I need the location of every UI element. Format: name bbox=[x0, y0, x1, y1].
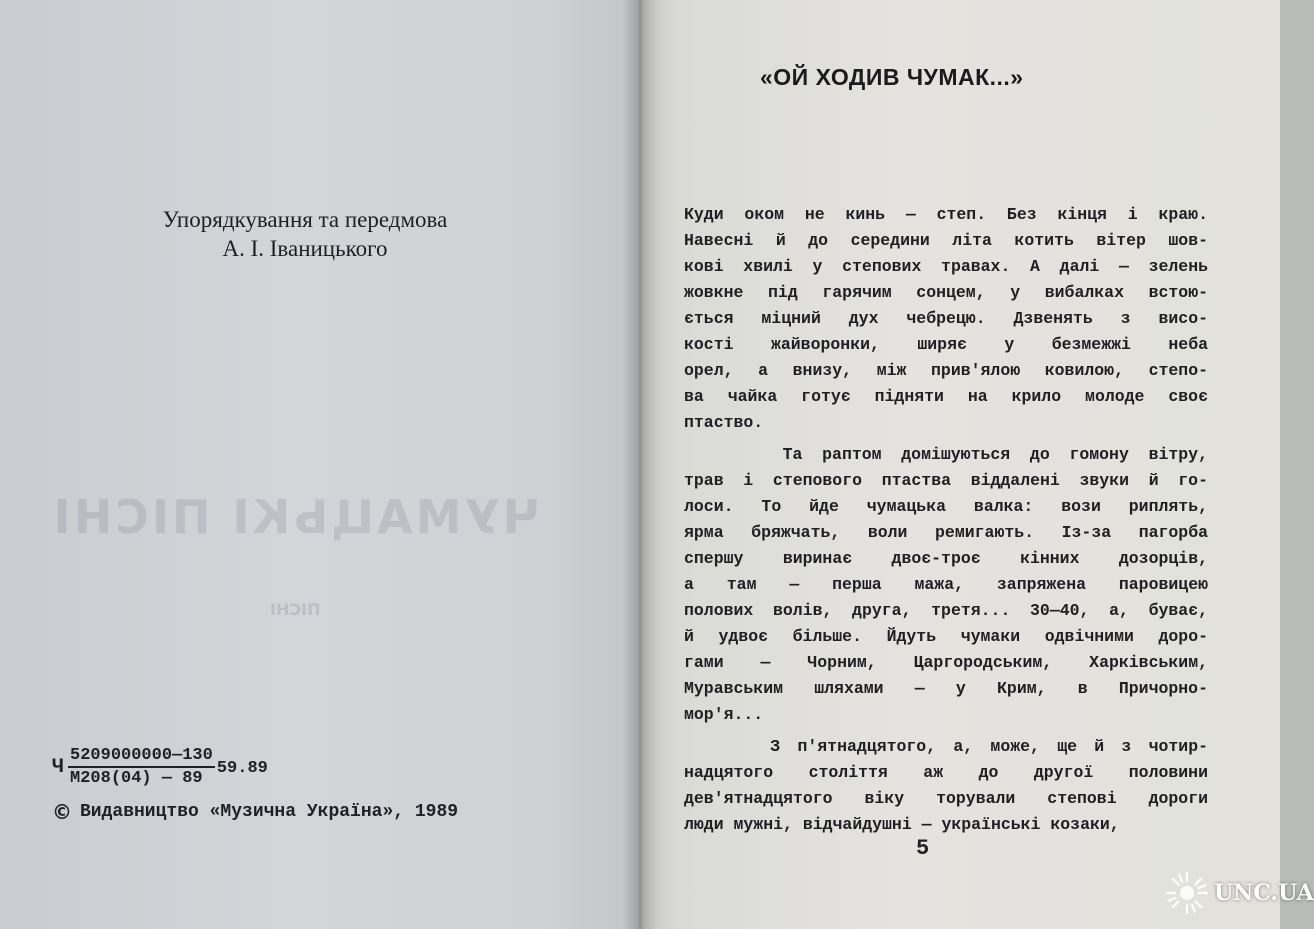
text-line: ярма бряжчать, воли ремигають. Із-за пагорба bbox=[684, 523, 1208, 542]
catalog-letter: Ч bbox=[52, 755, 65, 779]
credit-editor-name: А. І. Іваницького bbox=[222, 236, 388, 261]
text-line: птаство. bbox=[684, 413, 764, 432]
editor-credit bbox=[80, 205, 530, 263]
text-line: надцятого століття аж до другої половини bbox=[684, 763, 1208, 782]
copyright-icon: © bbox=[52, 800, 72, 824]
watermark bbox=[1164, 870, 1314, 916]
body-text bbox=[684, 202, 1208, 844]
page-number: 5 bbox=[916, 836, 930, 861]
watermark-text: UNC.UA bbox=[1214, 880, 1314, 906]
text-line: Муравським шляхами — у Крим, в Причорно- bbox=[684, 679, 1208, 698]
text-line: дев'ятнадцятого віку торували степові дороги bbox=[684, 789, 1208, 808]
catalog-numerator: 5209000000—130 bbox=[68, 746, 215, 768]
text-line: жовкне під гарячим сонцем, у вибалках встою- bbox=[684, 283, 1208, 302]
text-line: лоси. То йде чумацька валка: вози риплять, bbox=[684, 497, 1208, 516]
text-line: гами — Чорним, Царгородським, Харківським, bbox=[684, 653, 1208, 672]
text-line: люди мужні, відчайдушні — українські козаки, bbox=[684, 815, 1120, 834]
credit-line: Упорядкування та передмова bbox=[162, 207, 448, 232]
text-line: З п'ятнадцятого, а, може, ще й з чотир- bbox=[684, 737, 1208, 756]
text-line: Та раптом домішуються до гомону вітру, bbox=[684, 445, 1208, 464]
text-line: мор'я... bbox=[684, 705, 764, 724]
text-line: ва чайка готує підняти на крило молоде своє bbox=[684, 387, 1208, 406]
left-page bbox=[0, 0, 640, 929]
book-gutter bbox=[622, 0, 658, 929]
text-line: спершу виринає двоє-троє кінних дозорців, bbox=[684, 549, 1208, 568]
text-line: ється міцний дух чебрецю. Дзвенять з висо- bbox=[684, 309, 1208, 328]
show-through-subtitle: ПІСНІ bbox=[270, 600, 321, 619]
show-through-title: ЧУМАЦЬКІ ПІСНІ bbox=[50, 490, 540, 544]
catalog-price: 59.89 bbox=[216, 758, 268, 778]
text-line: кові хвилі у степових травах. А далі — зелень bbox=[684, 257, 1208, 276]
catalog-denominator: М208(04) — 89 bbox=[70, 769, 203, 788]
paragraph bbox=[684, 202, 1208, 436]
sun-logo-icon bbox=[1164, 870, 1210, 916]
text-line: а там — перша мажа, запряжена паровицею bbox=[684, 575, 1208, 594]
text-line: орел, а внизу, між прив'ялою ковилою, степо- bbox=[684, 361, 1208, 380]
copyright-line bbox=[52, 800, 458, 824]
paragraph bbox=[684, 734, 1208, 838]
text-line: Куди оком не кинь — степ. Без кінця і краю. bbox=[684, 205, 1208, 224]
text-line: кості жайворонки, ширяє у безмежжі неба bbox=[684, 335, 1208, 354]
text-line: трав і степового птаства віддалені звуки й го- bbox=[684, 471, 1208, 490]
catalog-index bbox=[52, 746, 268, 788]
chapter-title: «ОЙ ХОДИВ ЧУМАК...» bbox=[760, 64, 1024, 90]
text-line: полових волів, друга, третя... 30—40, а, буває, bbox=[684, 601, 1208, 620]
text-line: й удвоє більше. Йдуть чумаки одвічними доро- bbox=[684, 627, 1208, 646]
copyright-text: Видавництво «Музична Україна», 1989 bbox=[80, 802, 459, 822]
paragraph bbox=[684, 442, 1208, 728]
text-line: Навесні й до середини літа котить вітер шов- bbox=[684, 231, 1208, 250]
catalog-fraction bbox=[68, 746, 215, 788]
